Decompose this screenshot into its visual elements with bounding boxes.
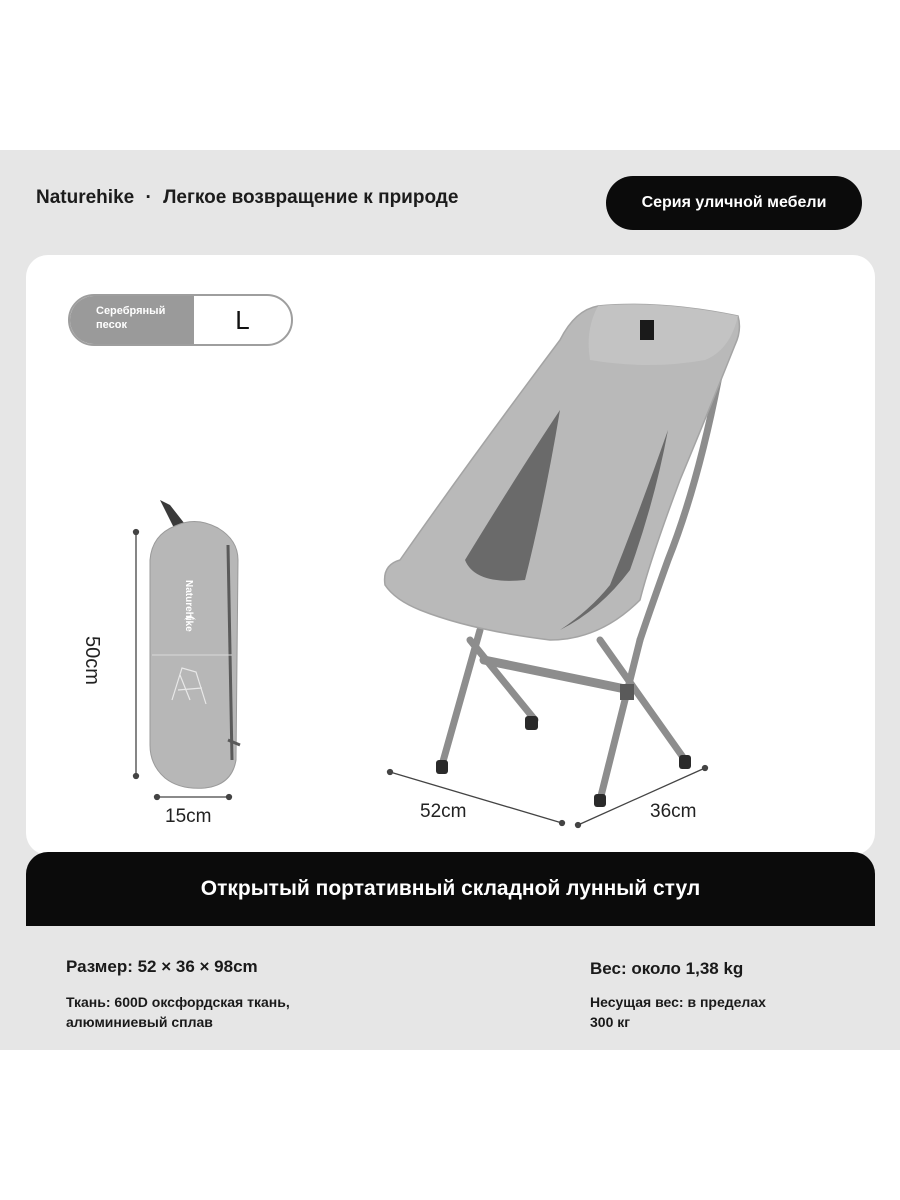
brand-separator: · xyxy=(145,187,152,208)
bag-logo-text: Naturehike xyxy=(183,580,194,632)
spec-fabric-line2: алюминиевый сплав xyxy=(66,1014,213,1030)
bag-width-label: 15cm xyxy=(165,806,212,827)
spec-load-line1: Несущая вес: в пределах xyxy=(590,994,766,1010)
spec-fabric-line1: Ткань: 600D оксфордская ткань, xyxy=(66,994,290,1010)
product-title-banner xyxy=(26,852,875,926)
spec-size: Размер: 52 × 36 × 98cm xyxy=(66,957,258,976)
color-label-line1: Серебряный xyxy=(96,305,166,317)
chair-logo-tag xyxy=(640,320,654,340)
brand-name: Naturehike xyxy=(36,187,135,208)
frame-joint xyxy=(620,684,634,700)
color-label-line2: песок xyxy=(96,319,127,331)
spec-load xyxy=(590,992,766,1032)
chair-width-label: 52cm xyxy=(420,801,467,822)
spec-load-line2: 300 кг xyxy=(590,1014,631,1030)
size-label: L xyxy=(235,304,250,335)
bag-height-label: 50cm xyxy=(81,636,103,685)
spec-fabric xyxy=(66,992,290,1032)
chair-depth-label: 36cm xyxy=(650,801,697,822)
series-button-label: Серия уличной мебели xyxy=(641,194,827,211)
spec-weight: Вес: около 1,38 kg xyxy=(590,959,744,978)
chair-feet xyxy=(436,716,691,807)
brand-tagline: Легкое возвращение к природе xyxy=(163,187,459,208)
carry-bag xyxy=(150,500,240,788)
product-title: Открытый портативный складной лунный стул xyxy=(200,877,701,900)
